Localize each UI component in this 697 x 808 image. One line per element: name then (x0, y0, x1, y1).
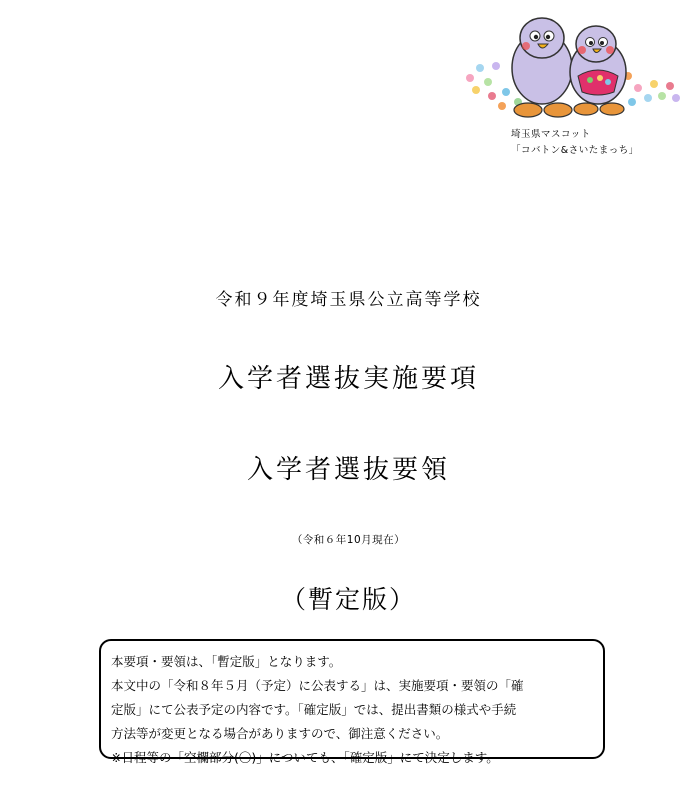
mascot-caption-line1: 埼玉県マスコット (511, 129, 591, 140)
notice-line: 本要項・要領は、「暫定版」となります。 (111, 654, 342, 669)
document-subtitle: 令和９年度埼玉県公立高等学校 (215, 290, 482, 310)
provisional-notice-box (99, 639, 605, 765)
notice-line: ※日程等の「空欄部分(〇)」についても、「確定版」にて決定します。 (111, 750, 499, 765)
notice-line: 本文中の「令和８年５月（予定）に公表する」は、実施要項・要領の「確 (111, 678, 524, 693)
mascot-caption (511, 127, 691, 159)
saitamacchi-figure (570, 26, 626, 115)
edition-label: （暫定版） (280, 585, 416, 614)
mascot-caption-line2: 「コバトン&さいたまっち」 (511, 145, 639, 156)
mascot-illustration (462, 6, 684, 124)
document-title-line2: 入学者選抜要領 (246, 455, 450, 485)
notice-line: 方法等が変更となる場合がありますので、御注意ください。 (111, 726, 449, 741)
as-of-date: （令和６年10月現在） (291, 534, 406, 546)
document-title-line1: 入学者選抜実施要項 (217, 364, 479, 394)
notice-line: 定版」にて公表予定の内容です。「確定版」では、提出書類の様式や手続 (111, 702, 517, 717)
